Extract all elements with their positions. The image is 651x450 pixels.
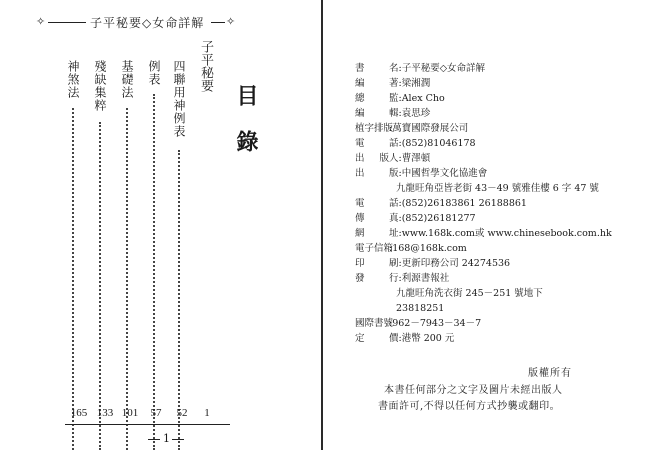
contents-page [0, 0, 322, 450]
diamond-ornament-icon: ✧ [36, 15, 46, 28]
imprint-value: 行:利源書報社 [389, 273, 450, 284]
imprint-row [355, 108, 430, 120]
imprint-value: 刷:更新印務公司 24274536 [389, 258, 511, 269]
imprint-label: 定 [355, 333, 365, 344]
imprint-label: 電 [355, 138, 365, 149]
imprint-label: 印 [355, 258, 365, 269]
imprint-label: 傳 [355, 213, 365, 224]
imprint-row [355, 198, 527, 210]
imprint-value: 人:曹澤頓 [389, 153, 431, 164]
rights-text: 書面許可,不得以任何方式抄襲或翻印。 [378, 401, 561, 412]
imprint-label: 出 [355, 168, 365, 179]
leader-dots [72, 108, 76, 450]
imprint-row[interactable] [355, 228, 612, 240]
imprint-row [355, 213, 476, 225]
toc-entry-label: 殘缺集粹 [93, 60, 107, 112]
leader-dots [99, 122, 103, 450]
imprint-row [355, 63, 485, 75]
toc-baseline-rule [65, 424, 230, 425]
imprint-label: 植字排版 [355, 123, 394, 134]
running-header [36, 15, 236, 31]
toc-entry[interactable] [172, 60, 188, 138]
running-header-title: 子平秘要◇女命詳解 [90, 16, 205, 30]
imprint-label: 編 [355, 108, 365, 119]
email-link[interactable]: :168@168k.com [389, 243, 467, 254]
imprint-value: 名:子平秘要◇女命詳解 [389, 63, 486, 74]
toc-page-number: 57 [150, 407, 162, 419]
toc-heading: 目錄 [233, 84, 259, 176]
leader-dots [178, 150, 182, 450]
imprint-value: 著:梁湘潤 [389, 78, 431, 89]
toc-entry[interactable] [120, 60, 136, 99]
imprint-label: 編 [355, 78, 365, 89]
toc-entry[interactable] [66, 60, 82, 99]
toc-page-number: 52 [176, 407, 188, 419]
imprint-row [355, 333, 454, 345]
imprint-row [355, 318, 481, 330]
imprint-value: 真:(852)26181277 [389, 213, 476, 224]
imprint-label: 國際書號 [355, 318, 394, 329]
toc-entry-label: 四聯用神例表 [172, 60, 186, 138]
imprint-address: 九龍旺角洗衣街 245－251 號地下 [396, 288, 543, 299]
imprint-value: 版:中國哲學文化協進會 [389, 168, 488, 179]
leader-dots [153, 94, 157, 450]
diamond-ornament-icon: ✧ [226, 15, 236, 28]
imprint-label: 出 版 [355, 153, 389, 164]
imprint-row [355, 138, 476, 150]
imprint-value: 監:Alex Cho [389, 93, 445, 104]
imprint-row [355, 273, 449, 285]
toc-page-number: 101 [121, 407, 139, 419]
imprint-label: 電 [355, 198, 365, 209]
imprint-row [355, 78, 430, 90]
imprint-value: :萬寶國際發展公司 [389, 123, 469, 134]
imprint-row [355, 93, 445, 105]
toc-entry[interactable] [147, 60, 163, 86]
imprint-label: 書 [355, 63, 365, 74]
rights-text: 本書任何部分之文字及圖片未經出版人 [384, 385, 563, 396]
rights-title: 版權所有 [528, 368, 572, 379]
footer-rule-right [172, 439, 184, 440]
leader-dots [126, 108, 130, 450]
imprint-row [355, 153, 430, 165]
toc-page-number: 165 [70, 407, 88, 419]
imprint-label: 發 [355, 273, 365, 284]
imprint-phone: 23818251 [396, 303, 445, 314]
page-footer [148, 433, 184, 445]
footer-rule-left [148, 439, 160, 440]
imprint-row [355, 168, 487, 180]
imprint-label: 總 [355, 93, 365, 104]
toc-entry-label: 基礎法 [120, 60, 134, 99]
imprint-value: :962－7943－34－7 [389, 318, 482, 329]
toc-entry-label: 神煞法 [66, 60, 80, 99]
imprint-value: 價:港幣 200 元 [389, 333, 455, 344]
imprint-row [355, 123, 468, 135]
footer-page-number: 1 [163, 432, 170, 445]
toc-page-number: 1 [204, 407, 210, 419]
imprint-row[interactable] [355, 243, 467, 255]
imprint-label: 網 [355, 228, 365, 239]
imprint-value: 話:(852)81046178 [389, 138, 476, 149]
toc-entry-label: 例表 [147, 60, 161, 86]
toc-page-number: 133 [96, 407, 114, 419]
header-rule-right [211, 22, 225, 23]
imprint-value: 輯:袁思珍 [389, 108, 431, 119]
toc-entry[interactable] [93, 60, 109, 112]
website-link[interactable]: 址:www.168k.com或 www.chinesebook.com.hk [389, 228, 612, 239]
imprint-address: 九龍旺角亞皆老街 43－49 號雅佳樓 6 字 47 號 [396, 183, 599, 194]
header-rule-left [48, 22, 86, 23]
book-title: 子平秘要 [198, 40, 213, 92]
imprint-row [355, 258, 510, 270]
imprint-label: 電子信箱 [355, 243, 394, 254]
imprint-value: 話:(852)26183861 26188861 [389, 198, 527, 209]
